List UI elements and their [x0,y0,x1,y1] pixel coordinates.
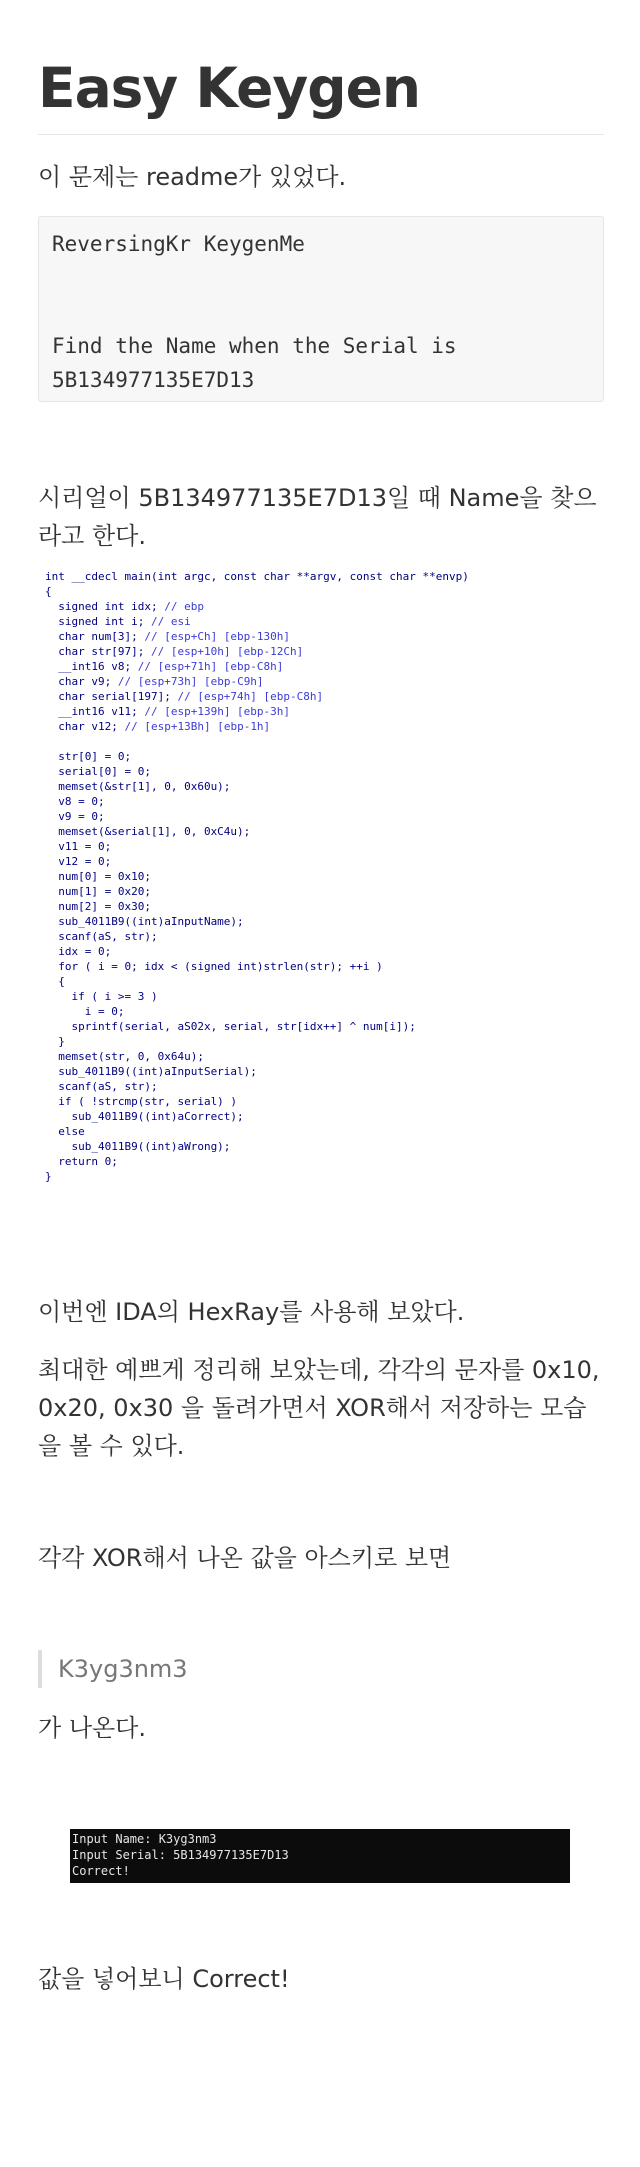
ida-code-line: if ( !strcmp(str, serial) ) [45,1095,238,1108]
title-divider [38,134,604,135]
terminal-line: Correct! [72,1864,130,1878]
ida-code-line: char str[97]; // [esp+10h] [ebp-12Ch] [45,645,304,658]
ascii-paragraph: 각각 XOR해서 나온 값을 아스키로 보면 [38,1544,452,1572]
ida-code-line: if ( i >= 3 ) [45,990,158,1003]
ida-code-line [45,734,565,749]
ida-code-line: for ( i = 0; idx < (signed int)strlen(str); ++i ) [45,960,383,973]
ida-code-line: __int16 v11; // [esp+139h] [ebp-3h] [45,705,291,718]
ida-code-line: char serial[197]; // [esp+74h] [ebp-C8h] [45,690,324,703]
result-paragraph: 가 나온다. [38,1714,146,1742]
ida-code-line: { [45,585,52,598]
ida-code-line: sub_4011B9((int)aWrong); [45,1140,231,1153]
terminal-screenshot [70,1829,570,1883]
ida-code-line: v8 = 0; [45,795,105,808]
post-title: Easy Keygen [38,56,421,120]
terminal-line: Input Serial: 5B134977135E7D13 [72,1848,289,1862]
ida-code-line: sprintf(serial, aS02x, serial, str[idx++] ^ num[i]); [45,1020,416,1033]
ida-code-line: memset(&serial[1], 0, 0xC4u); [45,825,251,838]
readme-line: ReversingKr KeygenMe [52,232,305,256]
intro-paragraph: 이 문제는 readme가 있었다. [38,163,347,191]
correct-paragraph: 값을 넣어보니 Correct! [38,1965,290,1993]
ida-code-line: char num[3]; // [esp+Ch] [ebp-130h] [45,630,291,643]
ida-code-line: char v12; // [esp+13Bh] [ebp-1h] [45,720,271,733]
ida-code-line: } [45,1035,65,1048]
ida-code-line: { [45,975,65,988]
ida-code-line: int __cdecl main(int argc, const char **argv, const char **envp) [45,570,469,583]
ida-code-line: num[0] = 0x10; [45,870,151,883]
ida-code-line: signed int i; // esi [45,615,191,628]
ida-code-line: memset(str, 0, 0x64u); [45,1050,204,1063]
readme-line: 5B134977135E7D13 [52,368,255,392]
ida-code-line: sub_4011B9((int)aCorrect); [45,1110,244,1123]
ida-code-line: signed int idx; // ebp [45,600,204,613]
ida-code-line: __int16 v8; // [esp+71h] [ebp-C8h] [45,660,284,673]
ida-code-line: } [45,1170,52,1183]
ida-code-line: sub_4011B9((int)aInputName); [45,915,244,928]
ida-code-line: scanf(aS, str); [45,1080,158,1093]
readme-line: Find the Name when the Serial is [52,334,457,358]
xor-paragraph: 최대한 예쁘게 정리해 보았는데, 각각의 문자를 0x10, 0x20, 0x30 을 돌려가면서 XOR해서 저장하는 모습을 볼 수 있다. [38,1356,600,1460]
ida-code-line: v11 = 0; [45,840,112,853]
ida-code-line: num[2] = 0x30; [45,900,151,913]
goal-paragraph: 시리얼이 5B134977135E7D13일 때 Name을 찾으라고 한다. [38,484,597,550]
ida-code-line: else [45,1125,85,1138]
result-quote: K3yg3nm3 [38,1650,188,1688]
ida-code-line: str[0] = 0; [45,750,132,763]
ida-code-line: scanf(aS, str); [45,930,158,943]
ida-code-line: i = 0; [45,1005,125,1018]
ida-code-line: return 0; [45,1155,118,1168]
hexray-paragraph: 이번엔 IDA의 HexRay를 사용해 보았다. [38,1298,465,1326]
ida-code-line: sub_4011B9((int)aInputSerial); [45,1065,257,1078]
ida-code-line: serial[0] = 0; [45,765,151,778]
ida-code-line: num[1] = 0x20; [45,885,151,898]
terminal-line: Input Name: K3yg3nm3 [72,1832,217,1846]
ida-code-line: v12 = 0; [45,855,112,868]
ida-code-line: memset(&str[1], 0, 0x60u); [45,780,231,793]
readme-code-block[interactable] [38,216,604,402]
ida-hexrays-screenshot [45,569,565,1184]
ida-code-line: char v9; // [esp+73h] [ebp-C9h] [45,675,264,688]
ida-code-line: idx = 0; [45,945,112,958]
ida-code-line: v9 = 0; [45,810,105,823]
